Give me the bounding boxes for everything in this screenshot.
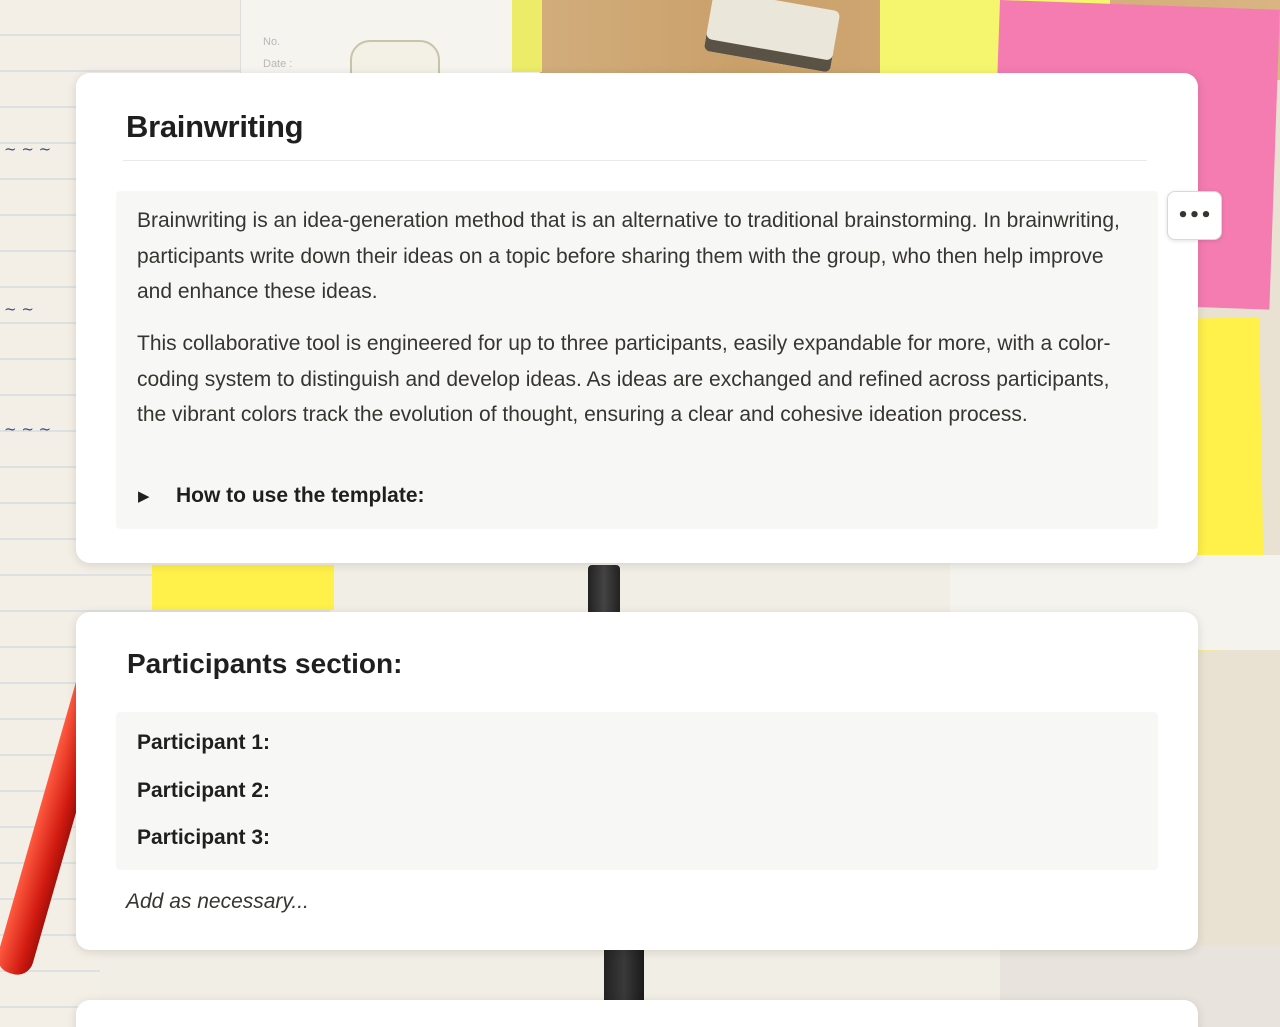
- next-section-card: [76, 1000, 1198, 1027]
- handwriting: ~ ~: [4, 300, 34, 318]
- toggle-label: How to use the template:: [176, 484, 425, 507]
- handwriting: ~ ~ ~: [4, 140, 52, 158]
- more-horizontal-icon: •••: [1177, 205, 1212, 226]
- sticky-note: [512, 0, 542, 72]
- participant-2-label[interactable]: Participant 2:: [137, 779, 271, 802]
- participants-card: [76, 612, 1198, 950]
- section-title: Participants section:: [127, 648, 403, 679]
- notebook-paper: [330, 560, 950, 615]
- divider: [123, 160, 1147, 161]
- participant-1-label[interactable]: Participant 1:: [137, 731, 271, 754]
- add-as-necessary-note[interactable]: Add as necessary...: [126, 890, 309, 913]
- paper-date-label: Date :: [263, 58, 293, 70]
- intro-card: [76, 73, 1198, 563]
- page-title: Brainwriting: [126, 109, 304, 144]
- how-to-use-toggle[interactable]: [138, 484, 425, 508]
- black-pen: [588, 565, 620, 615]
- participant-3-label[interactable]: Participant 3:: [137, 826, 271, 849]
- paper-no-label: No.: [263, 36, 281, 48]
- more-options-button[interactable]: [1167, 191, 1222, 240]
- intro-callout: [116, 191, 1158, 529]
- intro-paragraph-2: This collaborative tool is engineered for up to three participants, easily expandable for more, with a color-coding system to distinguish and develop ideas. As ideas are exchanged and refined across participants, the vibrant colors track the evolution of thought, ensuring a clear and cohesive ideation process.: [137, 332, 1111, 426]
- handwriting: ~ ~ ~: [4, 420, 52, 438]
- triangle-right-icon[interactable]: ▶: [138, 487, 150, 505]
- intro-paragraph-1: Brainwriting is an idea-generation method that is an alternative to traditional brainstorming. In brainwriting, participants write down their ideas on a topic before sharing them with the group, who then help improve and enhance these ideas.: [137, 209, 1120, 303]
- sticky-note: [152, 565, 334, 610]
- participants-callout: [116, 712, 1158, 870]
